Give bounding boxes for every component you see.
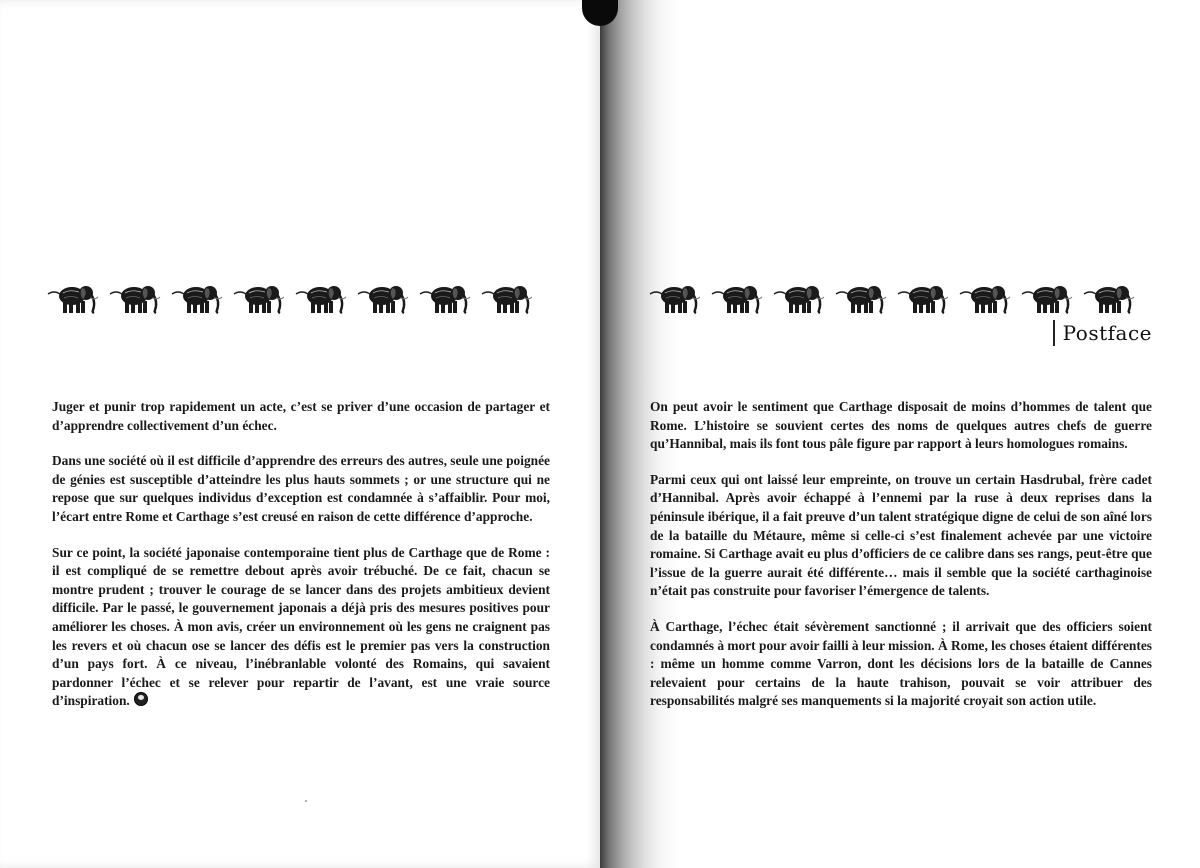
paragraph: Parmi ceux qui ont laissé leur empreinte, on trouve un certain Hasdrubal, frère cadet d’Hannibal. Après avoir échappé à l’ennemi par la ruse à deux reprises dans la péninsule ibérique, il a fait preuve d’un talent stratégique digne de celui de son aîné lors de la bataille du Métaure, même si celle-ci s’est finalement achevée par une victoire romaine. Si Carthage avait eu plus d’officiers de ce calibre dans ses rangs, peut-être que l’issue de la guerre aurait été différente… mais il semble que la société carthaginoise n’était pas construite pour favoriser l’émergence de talents.	[650, 471, 1152, 599]
elephant-icon	[356, 280, 412, 316]
elephant-icon	[1020, 280, 1076, 316]
paragraph	[52, 544, 550, 711]
elephant-icon	[648, 280, 704, 316]
paragraph: À Carthage, l’échec était sévèrement sanctionné ; il arrivait que des officiers soient condamnés à mort pour avoir failli à leur mission. À Rome, les choses étaient différentes : même un homme comme Varron, dont les décisions lors de la bataille de Cannes relevaient pour certains de la haute trahison, pouvait se voir attribuer des responsabilités malgré ses manquements si la majorité croyait son action utile.	[650, 618, 1152, 709]
paragraph: Juger et punir trop rapidement un acte, c’est se priver d’une occasion de partager et d’apprendre collectivement d’un échec.	[52, 399, 550, 433]
page-speck	[305, 800, 307, 802]
paragraph: Dans une société où il est difficile d’apprendre des erreurs des autres, seule une poignée de génies est susceptible d’atteindre les plus hauts sommets ; or une structure qui ne repose que sur quelques individus d’exception est condamnée à s’affaiblir. Pour moi, l’écart entre Rome et Carthage s’est creusé en raison de cette différence d’approche.	[52, 453, 550, 524]
paragraph-text: Sur ce point, la société japonaise contemporaine tient plus de Carthage que de Rome : il est compliqué de se remettre debout après avoir trébuché. De ce fait, chacun se montre prudent ; trouver le courage de se lancer dans des projets ambitieux devient difficile. Par le passé, le gouvernement japonais a déjà pris des mesures positives pour améliorer les choses. À mon avis, créer un environnement où les gens ne craignent pas les revers et où chacun ose se lancer des défis est le premier pas vers la construction d’un pays fort. À ce niveau, l’inébranlable volonté des Romains, qui savaient pardonner l’échec et se relever pour repartir de l’avant, est une vraie source d’inspiration.	[52, 544, 550, 709]
paragraph: On peut avoir le sentiment que Carthage disposait de moins d’hommes de talent que Rome. L’histoire se souvient certes des noms de quelques autres chefs de guerre qu’Hannibal, mais ils font tous pâle figure par rapport à leurs homologues romains.	[650, 399, 1152, 452]
right-page	[600, 0, 1200, 868]
elephant-icon	[46, 280, 102, 316]
page-title	[1053, 320, 1152, 346]
title-divider	[1053, 320, 1055, 346]
elephant-icon	[232, 280, 288, 316]
elephant-icon	[170, 280, 226, 316]
elephant-frieze	[648, 278, 1138, 318]
elephant-icon	[480, 280, 536, 316]
elephant-frieze	[46, 278, 536, 318]
elephant-icon	[108, 280, 164, 316]
elephant-icon	[294, 280, 350, 316]
elephant-icon	[958, 280, 1014, 316]
right-page-text	[650, 398, 1152, 728]
elephant-icon	[1082, 280, 1138, 316]
end-of-chapter-icon	[134, 692, 148, 706]
elephant-icon	[418, 280, 474, 316]
elephant-icon	[772, 280, 828, 316]
elephant-icon	[710, 280, 766, 316]
section-title: Postface	[1062, 321, 1152, 345]
left-page-text	[52, 398, 550, 728]
elephant-icon	[834, 280, 890, 316]
elephant-icon	[896, 280, 952, 316]
